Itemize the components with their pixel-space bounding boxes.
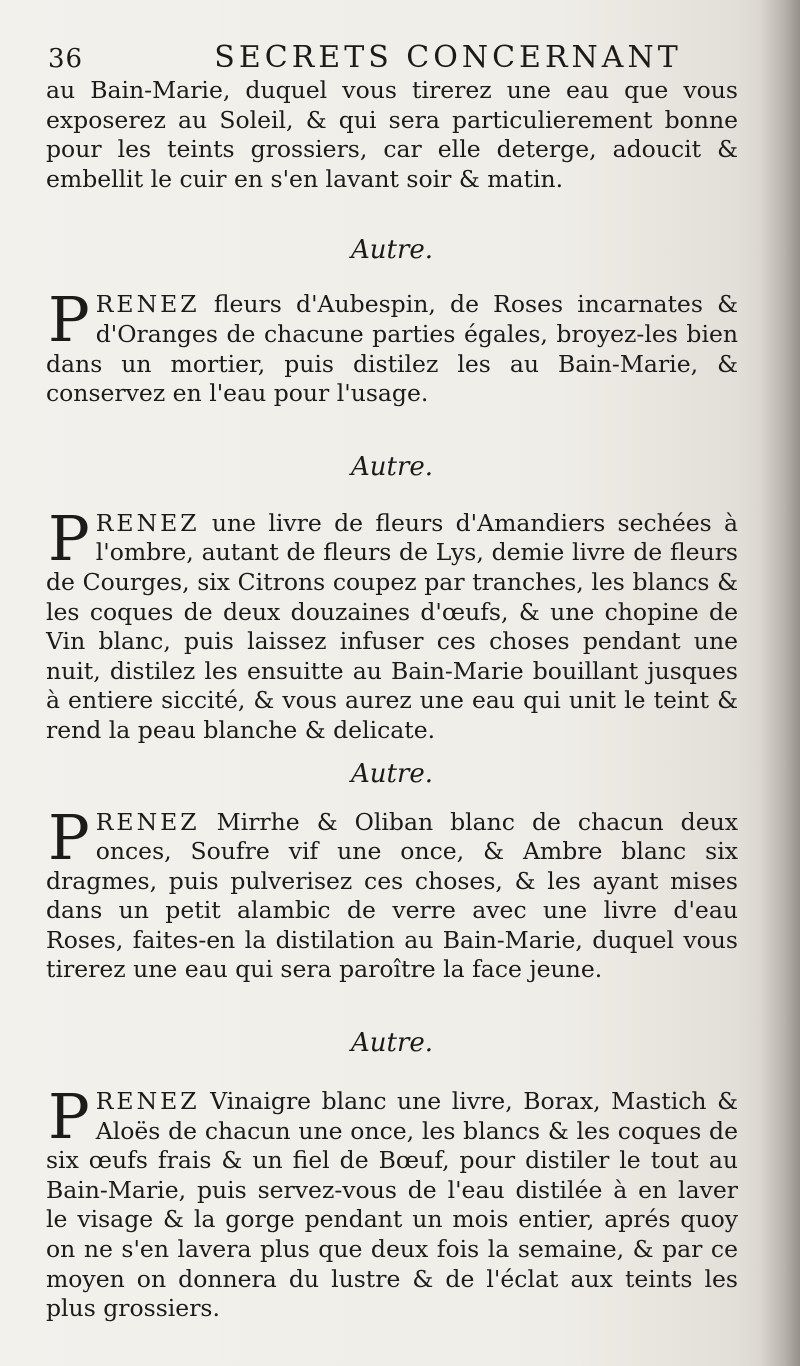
paragraph-text: une livre de fleurs d'Amandiers sechées à l'ombre, autant de fleurs de Lys, demie livre de fleurs de Courges, six Citrons coupez par tranches, les blancs & les coques de deux douzaines d'œufs, & une chopine de Vin blanc, puis laissez infuser ces choses pendant une nuit, distilez les ensuitte au Bain-Marie bouillant jusques à entiere siccité, & vous aurez une eau qui unit le teint & rend la peau blanche & delicate.	[46, 508, 738, 744]
lead-word: RENEZ	[95, 290, 200, 319]
drop-cap: P	[48, 501, 90, 575]
paragraph-text: Vinaigre blanc une livre, Borax, Mastich & Aloës de chacun une once, les blancs & les coques de six œufs frais & un fiel de Bœuf, pour distiler le tout au Bain-Marie, puis servez-vous de l'eau distilée à en laver le visage & la gorge pendant un mois entier, aprés quoy on ne s'en lavera plus que deux fois la semaine, & par ce moyen on donnera du lustre & de l'éclat aux teints les plus grossiers.	[46, 1087, 738, 1323]
lead-word: RENEZ	[95, 1087, 200, 1116]
section-heading: Autre.	[350, 235, 434, 266]
paragraph-text: au Bain-Marie, duquel vous tirerez une eau que vous exposerez au Soleil, & qui sera particulierement bonne pour les teints grossiers, car elle deterge, adoucit & embellit le cuir en s'en lavant soir & matin.	[46, 76, 738, 193]
section-heading: Autre.	[350, 1028, 434, 1059]
section-heading: Autre.	[350, 451, 434, 482]
drop-cap: P	[48, 1080, 90, 1154]
page-content	[46, 76, 738, 1324]
running-head: SECRETS CONCERNANT	[214, 40, 682, 75]
lead-word: RENEZ	[95, 508, 200, 537]
paragraph-continuation	[46, 76, 738, 194]
recipe-paragraph	[46, 1080, 738, 1324]
recipe-paragraph	[46, 283, 738, 408]
page-number: 36	[48, 44, 84, 74]
page-edge-shadow	[760, 0, 800, 1366]
recipe-paragraph	[46, 501, 738, 746]
drop-cap: P	[48, 800, 90, 874]
paragraph-text: Mirrhe & Oliban blanc de chacun deux onces, Soufre vif une once, & Ambre blanc six dragmes, puis pulverisez ces choses, & les ayant mises dans un petit alambic de verre avec une livre d'eau Roses, faites-en la distilation au Bain-Marie, duquel vous tirerez une eau qui sera paroître la face jeune.	[46, 807, 738, 984]
recipe-paragraph	[46, 800, 738, 986]
drop-cap: P	[48, 283, 90, 357]
lead-word: RENEZ	[95, 807, 200, 836]
section-heading: Autre.	[350, 758, 434, 789]
paragraph-text: fleurs d'Aubespin, de Roses incarnates & d'Oranges de chacune parties égales, broyez-les bien dans un mortier, puis distilez les au Bain-Marie, & conservez en l'eau pour l'usage.	[46, 290, 738, 408]
page-header	[40, 36, 760, 76]
